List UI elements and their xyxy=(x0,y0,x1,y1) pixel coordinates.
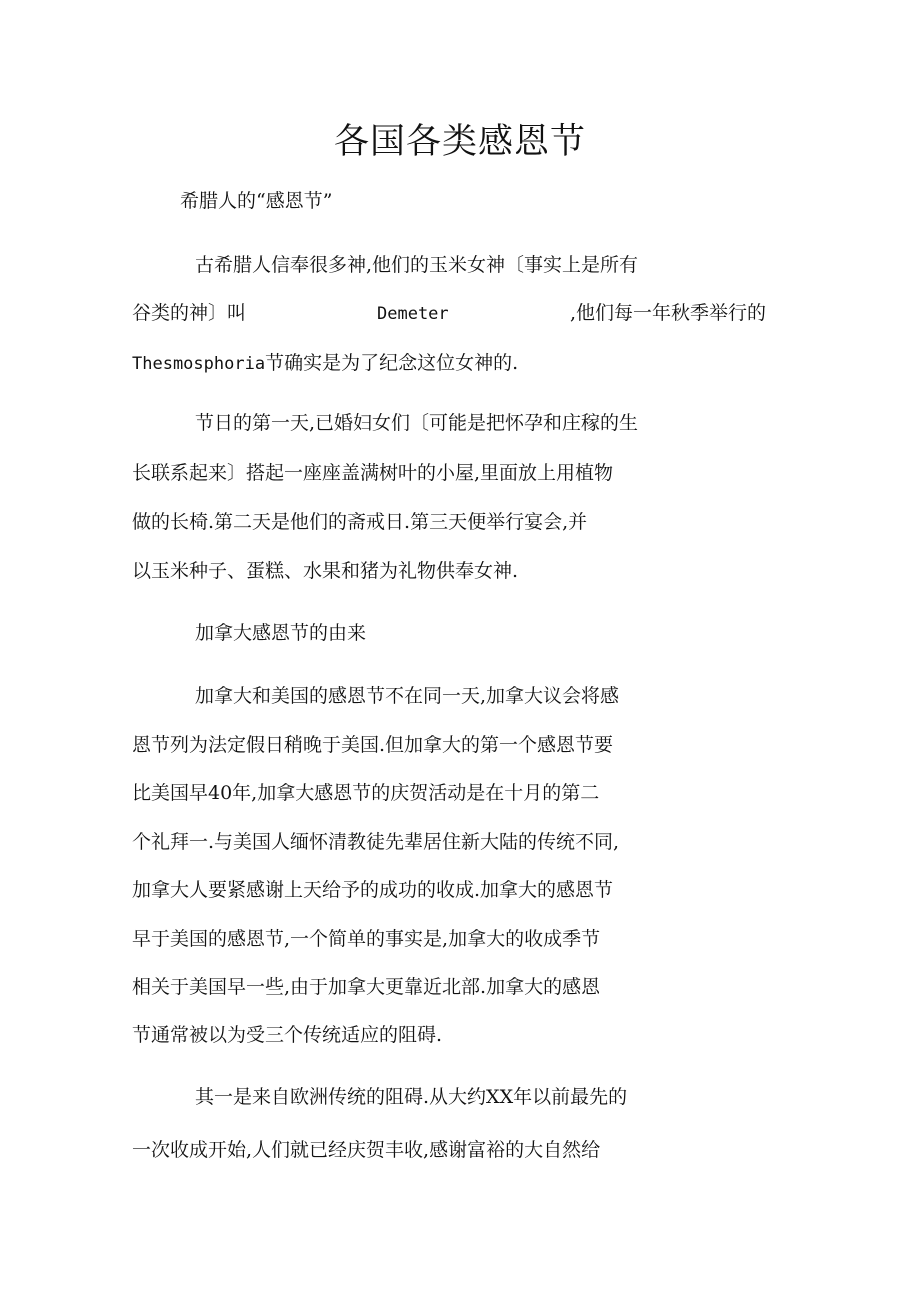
paragraph-line: 个礼拜一.与美国人缅怀清教徒先辈居住新大陆的传统不同, xyxy=(132,831,620,853)
paragraph-line: 长联系起来〕搭起一座座盖满树叶的小屋,里面放上用植物 xyxy=(132,462,614,484)
paragraph-line: 节通常被以为受三个传统适应的阻碍. xyxy=(132,1024,443,1046)
paragraph-line: 早于美国的感恩节,一个简单的事实是,加拿大的收成季节 xyxy=(132,928,601,950)
text-run: 谷类的神〕叫 xyxy=(132,302,247,324)
paragraph-line: 以玉米种子、蛋糕、水果和猪为礼物供奉女神. xyxy=(132,560,519,582)
section-heading-greek: 希腊人的“感恩节” xyxy=(180,190,333,212)
section-heading-canada: 加拿大感恩节的由来 xyxy=(195,622,367,644)
paragraph-line xyxy=(132,350,518,377)
paragraph-line: 加拿大人要紧感谢上天给予的成功的收成.加拿大的感恩节 xyxy=(132,879,614,901)
document-title: 各国各类感恩节 xyxy=(333,122,586,162)
goddess-name: Demeter xyxy=(377,304,449,324)
paragraph-line: 比美国早40年,加拿大感恩节的庆贺活动是在十月的第二 xyxy=(132,782,600,804)
text-run: 节确实是为了纪念这位女神的. xyxy=(265,352,519,374)
paragraph-line: 相关于美国早一些,由于加拿大更靠近北部.加拿大的感恩 xyxy=(132,976,601,998)
paragraph-line: 恩节列为法定假日稍晚于美国.但加拿大的第一个感恩节要 xyxy=(132,734,614,756)
paragraph-line: 节日的第一天,已婚妇女们〔可能是把怀孕和庄稼的生 xyxy=(195,412,639,434)
paragraph-line: 其一是来自欧洲传统的阻碍.从大约XX年以前最先的 xyxy=(195,1086,628,1108)
festival-name: Thesmosphoria xyxy=(132,354,266,374)
paragraph-line: 做的长椅.第二天是他们的斋戒日.第三天便举行宴会,并 xyxy=(132,511,588,533)
text-run: ,他们每一年秋季举行的 xyxy=(570,302,767,324)
paragraph-line xyxy=(132,300,812,326)
paragraph-line: 一次收成开始,人们就已经庆贺丰收,感谢富裕的大自然给 xyxy=(132,1139,601,1161)
paragraph-line: 古希腊人信奉很多神,他们的玉米女神〔事实上是所有 xyxy=(195,254,639,276)
paragraph-line: 加拿大和美国的感恩节不在同一天,加拿大议会将感 xyxy=(195,685,620,707)
